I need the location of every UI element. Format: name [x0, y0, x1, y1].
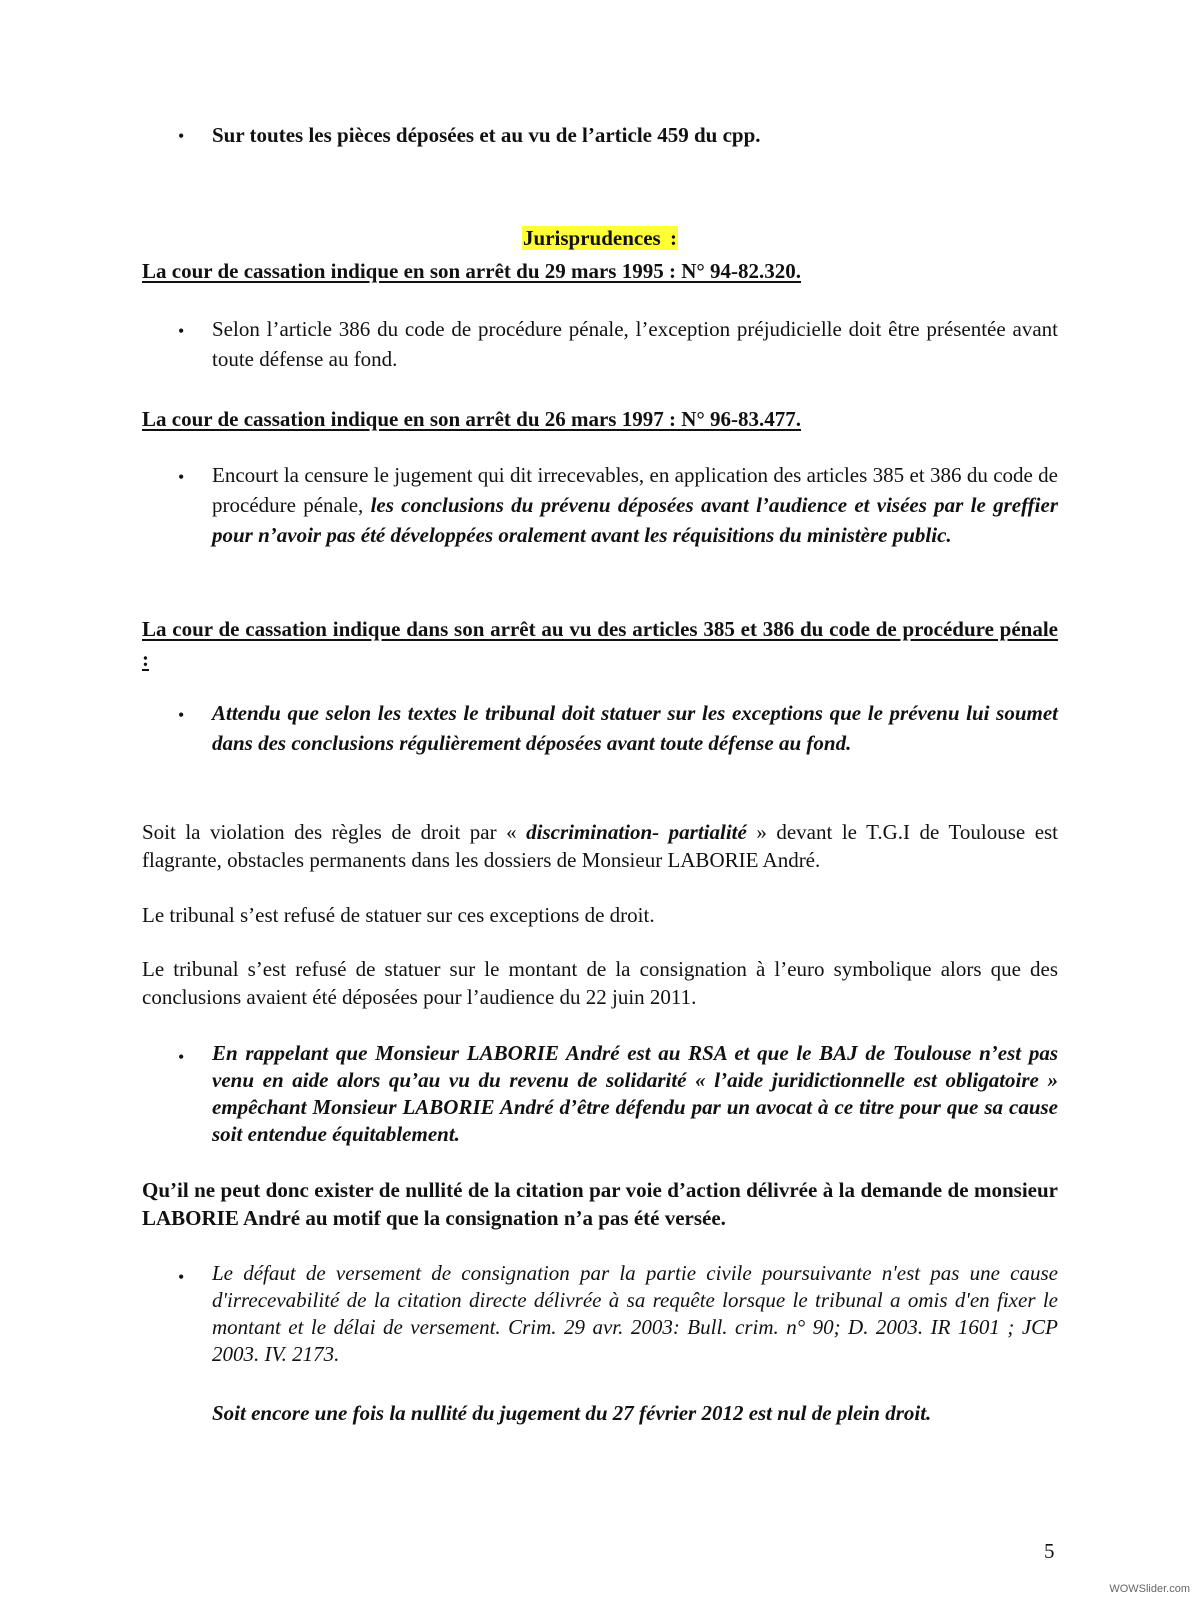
- bullet-marker: •: [178, 467, 185, 487]
- para-text: Soit la violation des règles de droit par «: [142, 820, 517, 844]
- bullet-marker: •: [178, 1047, 185, 1067]
- consignation-paragraph: Le tribunal s’est refusé de statuer sur le montant de la consignation à l’euro symbolique alors que des conclusions avaient été déposées pour l’audience du 22 juin 2011.: [142, 957, 1058, 1009]
- watermark: WOWSlider.com: [1109, 1583, 1190, 1595]
- rsa-bullet: En rappelant que Monsieur LABORIE André est au RSA et que le BAJ de Toulouse n’est pas venu en aide alors qu’au vu du revenu de solidarité « l’aide juridictionnelle est obligatoire » empêchant Monsieur LABORIE André d’être défendu par un avocat à ce titre pour que sa cause soit entendue équitablement.: [212, 1041, 1058, 1146]
- case-3-bullet: Attendu que selon les textes le tribunal doit statuer sur les exceptions que le prévenu lui soumet dans des conclusions régulièrement déposées avant toute défense au fond.: [212, 701, 1058, 755]
- bullet-marker: •: [178, 705, 185, 725]
- discrimination-paragraph: [142, 818, 1058, 874]
- case-2-bullet-emphasis: les conclusions du prévenu déposées avant l’audience et visées par le greffier pour n’avoir pas été développées oralement avant les réquisitions du ministère public.: [212, 493, 1058, 547]
- case-2-header: La cour de cassation indique en son arrêt du 26 mars 1997 : N° 96-83.477.: [142, 407, 802, 431]
- final-statement: Soit encore une fois la nullité du jugement du 27 février 2012 est nul de plein droit.: [212, 1401, 932, 1425]
- case-3-header: La cour de cassation indique dans son arrêt au vu des articles 385 et 386 du code de procédure pénale :: [142, 617, 1058, 671]
- bullet-marker: •: [178, 1267, 185, 1287]
- conclusion-paragraph: Qu’il ne peut donc exister de nullité de la citation par voie d’action délivrée à la demande de monsieur LABORIE André au motif que la consignation n’a pas été versée.: [142, 1178, 1058, 1230]
- crim-citation-bullet: Le défaut de versement de consignation par la partie civile poursuivante n'est pas une cause d'irrecevabilité de la citation directe délivrée à sa requête lorsque le tribunal a omis d'en fixer le montant et le délai de versement. Crim. 29 avr. 2003: Bull. crim. n° 90; D. 2003. IR 1601 ; JCP 2003. IV. 2173.: [212, 1261, 1058, 1366]
- case-2-bullet: [212, 460, 1058, 550]
- case-2-bullet-plain: Encourt la censure le jugement qui dit irrecevables, en application des articles 385 et 386 du code de procédure pénale,: [212, 463, 1058, 517]
- bullet-marker: •: [178, 321, 185, 341]
- para-text: » devant le T.G.I de Toulouse est flagrante, obstacles permanents dans les dossiers de Monsieur LABORIE André.: [142, 820, 1059, 872]
- bullet-marker: •: [178, 126, 185, 146]
- case-1-header: La cour de cassation indique en son arrêt du 29 mars 1995 : N° 94-82.320.: [142, 259, 802, 283]
- pieces-deposees-item: Sur toutes les pièces déposées et au vu de l’article 459 du cpp.: [212, 123, 761, 147]
- heading-title: Jurisprudences: [523, 226, 661, 250]
- page-number: 5: [1044, 1539, 1055, 1563]
- heading-suffix: :: [669, 226, 677, 250]
- case-1-bullet: Selon l’article 386 du code de procédure pénale, l’exception préjudicielle doit être présentée avant toute défense au fond.: [212, 317, 1058, 371]
- para-emphasis: discrimination- partialité: [526, 820, 747, 844]
- exceptions-paragraph: Le tribunal s’est refusé de statuer sur ces exceptions de droit.: [142, 903, 655, 927]
- jurisprudences-heading: [0, 223, 1200, 253]
